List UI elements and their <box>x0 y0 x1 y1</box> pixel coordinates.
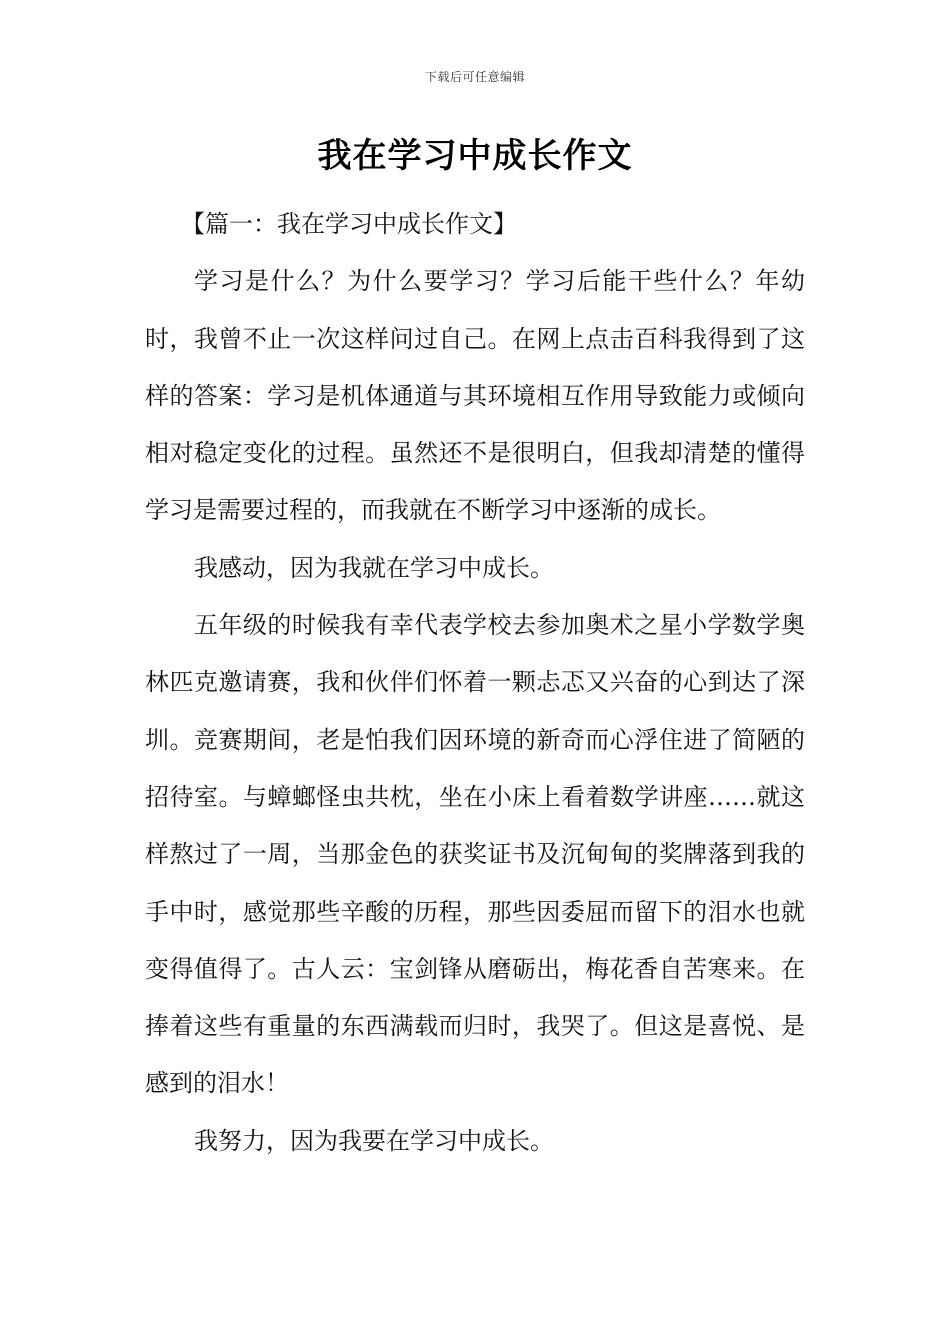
header-note: 下载后可任意编辑 <box>424 70 525 84</box>
document-body <box>145 196 805 1170</box>
paragraph-2: 我感动，因为我就在学习中成长。 <box>194 553 554 582</box>
paragraph-1: 学习是什么？为什么要学习？学习后能干些什么？年幼时，我曾不止一次这样问过自己。在网上点击百科我得到了这样的答案：学习是机体通道与其环境相互作用导致能力或倾向相对稳定变化的过程。虽然还不是很明白，但我却清楚的懂得学习是需要过程的，而我就在不断学习中逐渐的成长。 <box>145 267 805 525</box>
paragraph-3: 五年级的时候我有幸代表学校去参加奥术之星小学数学奥林匹克邀请赛，我和伙伴们怀着一颗忐忑又兴奋的心到达了深圳。竞赛期间，老是怕我们因环境的新奇而心浮住进了简陋的招待室。与蟑螂怪虫共枕，坐在小床上看着数学讲座……就这样熬过了一周，当那金色的获奖证书及沉甸甸的奖牌落到我的手中时，感觉那些辛酸的历程，那些因委屈而留下的泪水也就变得值得了。古人云：宝剑锋从磨砺出，梅花香自苦寒来。在捧着这些有重量的东西满载而归时，我哭了。但这是喜悦、是感到的泪水！ <box>145 611 805 1098</box>
section-heading: 【篇一：我在学习中成长作文】 <box>181 210 517 238</box>
paragraph-4: 我努力，因为我要在学习中成长。 <box>194 1126 554 1155</box>
document-title: 我在学习中成长作文 <box>317 136 633 176</box>
